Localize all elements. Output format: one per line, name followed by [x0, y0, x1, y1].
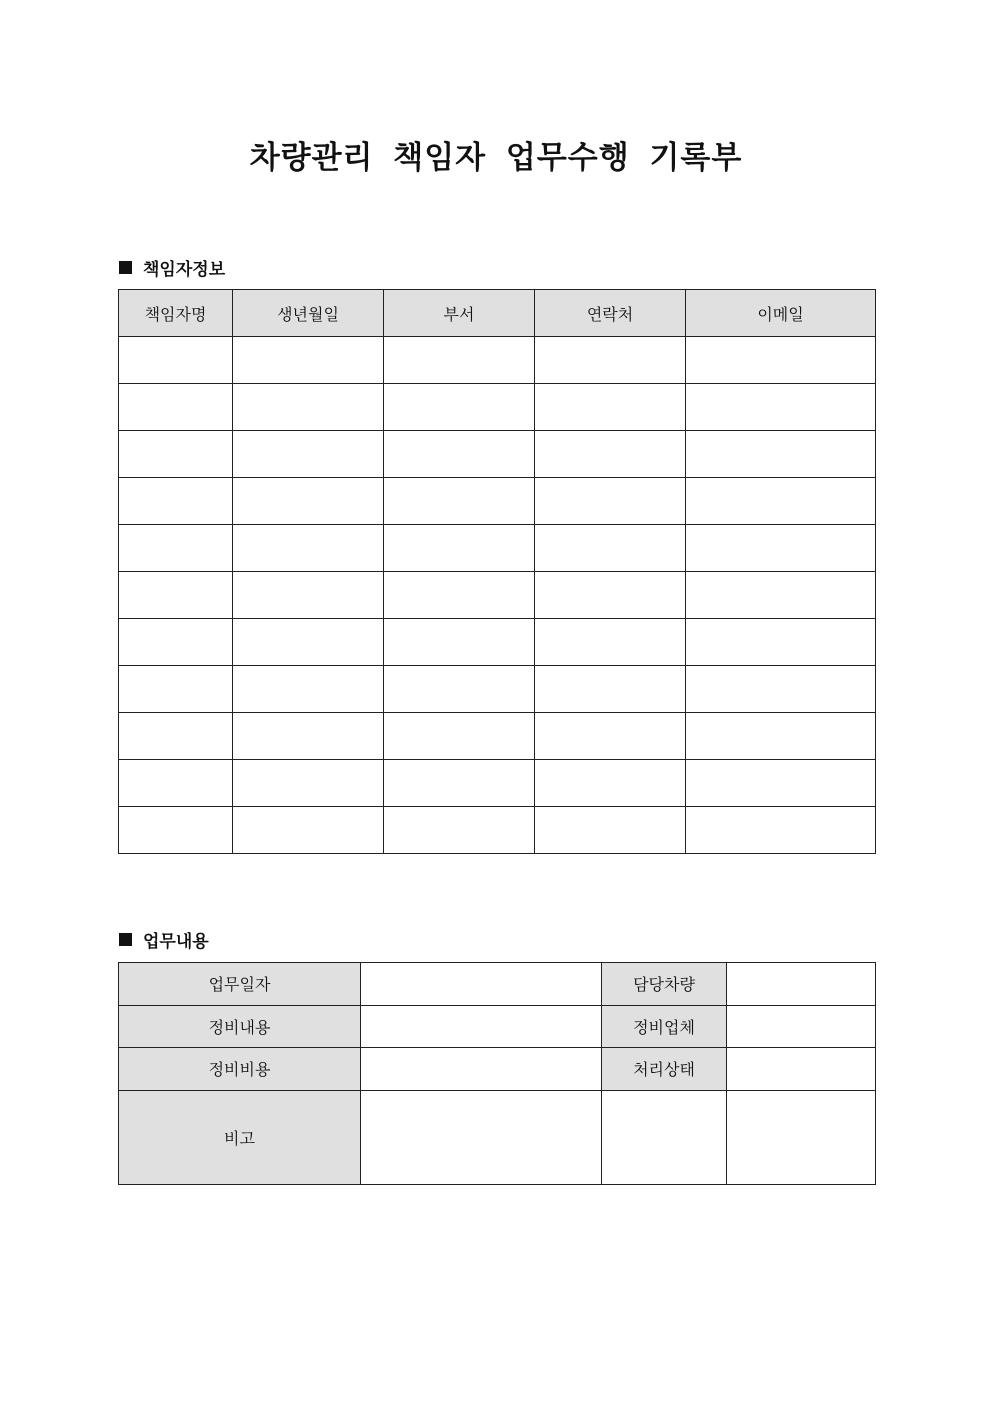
cell[interactable]: [535, 572, 686, 619]
cell[interactable]: [384, 666, 535, 713]
repair-company-field[interactable]: [727, 1005, 876, 1048]
cell[interactable]: [233, 384, 384, 431]
table-row: [119, 666, 876, 713]
cell[interactable]: [233, 760, 384, 807]
table-row: [119, 478, 876, 525]
cell[interactable]: [686, 478, 876, 525]
repair-content-field[interactable]: [361, 1005, 602, 1048]
label-repair-content: 정비내용: [119, 1005, 361, 1048]
table-row: [119, 525, 876, 572]
header-row: [119, 290, 876, 337]
cell[interactable]: [535, 525, 686, 572]
cell[interactable]: [686, 384, 876, 431]
cell[interactable]: [119, 619, 233, 666]
repair-cost-field[interactable]: [361, 1048, 602, 1091]
section-heading-work-content: [119, 927, 209, 952]
cell[interactable]: [535, 760, 686, 807]
table-row: [119, 572, 876, 619]
remark-field[interactable]: [361, 1090, 602, 1184]
label-repair-cost: 정비비용: [119, 1048, 361, 1091]
cell[interactable]: [686, 713, 876, 760]
cell[interactable]: [119, 337, 233, 384]
label-status: 처리상태: [602, 1048, 727, 1091]
cell[interactable]: [535, 619, 686, 666]
cell[interactable]: [384, 619, 535, 666]
cell[interactable]: [535, 807, 686, 854]
cell[interactable]: [535, 431, 686, 478]
square-bullet-icon: [119, 933, 132, 946]
document-title: 차량관리 책임자 업무수행 기록부: [249, 140, 743, 176]
cell[interactable]: [686, 666, 876, 713]
cell[interactable]: [384, 525, 535, 572]
table-row: [119, 760, 876, 807]
cell[interactable]: [384, 807, 535, 854]
label-remark: 비고: [119, 1090, 361, 1184]
cell[interactable]: [119, 431, 233, 478]
table-row: [119, 384, 876, 431]
table-row: [119, 1090, 876, 1184]
table-row: [119, 1005, 876, 1048]
label-work-date: 업무일자: [119, 963, 361, 1006]
table-row: [119, 807, 876, 854]
cell[interactable]: [233, 478, 384, 525]
cell[interactable]: [119, 807, 233, 854]
cell[interactable]: [686, 807, 876, 854]
table-row: [119, 337, 876, 384]
header-contact: 연락처: [535, 290, 686, 337]
cell[interactable]: [119, 478, 233, 525]
cell[interactable]: [535, 666, 686, 713]
cell[interactable]: [384, 337, 535, 384]
header-department: 부서: [384, 290, 535, 337]
cell[interactable]: [384, 384, 535, 431]
cell[interactable]: [233, 572, 384, 619]
cell[interactable]: [233, 431, 384, 478]
header-birthdate: 생년월일: [233, 290, 384, 337]
cell[interactable]: [233, 619, 384, 666]
cell[interactable]: [119, 713, 233, 760]
work-date-field[interactable]: [361, 963, 602, 1006]
vehicle-field[interactable]: [727, 963, 876, 1006]
cell[interactable]: [686, 572, 876, 619]
cell[interactable]: [119, 525, 233, 572]
remark-field[interactable]: [727, 1090, 876, 1184]
cell[interactable]: [686, 337, 876, 384]
cell[interactable]: [119, 760, 233, 807]
table-row: [119, 963, 876, 1006]
cell[interactable]: [384, 713, 535, 760]
cell[interactable]: [384, 572, 535, 619]
table-row: [119, 431, 876, 478]
cell[interactable]: [686, 619, 876, 666]
header-manager-name: 책임자명: [119, 290, 233, 337]
table-row: [119, 713, 876, 760]
cell[interactable]: [384, 431, 535, 478]
cell[interactable]: [233, 525, 384, 572]
remark-field[interactable]: [602, 1090, 727, 1184]
cell[interactable]: [535, 713, 686, 760]
section-label: 업무내용: [143, 932, 209, 952]
table-row: [119, 619, 876, 666]
status-field[interactable]: [727, 1048, 876, 1091]
cell[interactable]: [535, 337, 686, 384]
manager-info-table: [118, 289, 876, 854]
cell[interactable]: [233, 337, 384, 384]
cell[interactable]: [119, 666, 233, 713]
cell[interactable]: [119, 572, 233, 619]
cell[interactable]: [686, 431, 876, 478]
square-bullet-icon: [119, 261, 132, 274]
cell[interactable]: [384, 478, 535, 525]
cell[interactable]: [686, 525, 876, 572]
label-vehicle: 담당차량: [602, 963, 727, 1006]
section-label: 책임자정보: [143, 260, 226, 280]
work-content-table: [118, 962, 876, 1185]
cell[interactable]: [535, 384, 686, 431]
cell[interactable]: [119, 384, 233, 431]
cell[interactable]: [686, 760, 876, 807]
header-email: 이메일: [686, 290, 876, 337]
table-row: [119, 1048, 876, 1091]
cell[interactable]: [233, 666, 384, 713]
cell[interactable]: [233, 713, 384, 760]
cell[interactable]: [384, 760, 535, 807]
section-heading-manager-info: [119, 255, 225, 280]
cell[interactable]: [535, 478, 686, 525]
cell[interactable]: [233, 807, 384, 854]
label-repair-company: 정비업체: [602, 1005, 727, 1048]
